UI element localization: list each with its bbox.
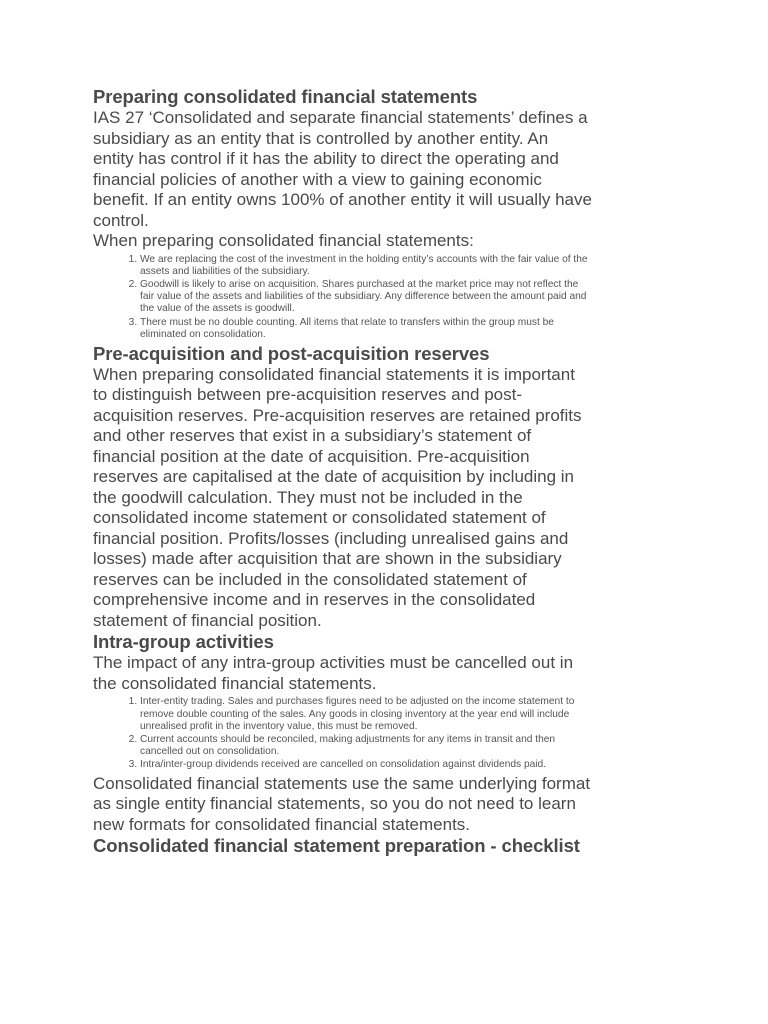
paragraph-same-format: Consolidated financial statements use the same underlying format as single entity financial statements, so you do not need to learn new formats for consolidated financial statements. [93,773,591,834]
heading-checklist: Consolidated financial statement preparation - checklist [93,835,580,857]
paragraph-when-preparing: When preparing consolidated financial statements: [93,231,474,250]
heading-intra-group: Intra-group activities [93,631,274,653]
list-preparation-points [93,254,593,341]
document-page [93,86,593,857]
heading-pre-post-acquisition: Pre-acquisition and post-acquisition reserves [93,342,490,364]
list-item: 2. Current accounts should be reconciled, making adjustments for any items in transit and then cancelled out on consolidation. [140,734,593,758]
paragraph-reserves: When preparing consolidated financial statements it is important to distinguish between pre-acquisition reserves and post-acquisition reserves. Pre-acquisition reserves are retained profits and other reserves that exist in a subsidiary’s statement of financial position at the date of acquisition. Pre-acquisition reserves are capitalised at the date of acquisition by including in the goodwill calculation. They must not be included in the consolidated income statement or consolidated statement of financial position. Profits/losses (including unrealised gains and losses) made after acquisition that are shown in the subsidiary reserves can be included in the consolidated statement of comprehensive income and in reserves in the consolidated statement of financial position. [93,364,582,630]
list-item: 3. There must be no double counting. All items that relate to transfers within the group must be eliminated on consolidation. [140,317,593,341]
paragraph-ias27-definition: IAS 27 ‘Consolidated and separate financial statements’ defines a subsidiary as an entity that is controlled by another entity. An entity has control if it has the ability to direct the operating and financial policies of another with a view to gaining economic benefit. If an entity owns 100% of another entity it will usually have control. [93,108,592,230]
paragraph-intra-group-impact: The impact of any intra-group activities must be cancelled out in the consolidated financial statements. [93,653,574,693]
list-item: 3. Intra/inter-group dividends received are cancelled on consolidation against dividends paid. [140,759,593,771]
list-item: 1. Inter-entity trading. Sales and purchases figures need to be adjusted on the income statement to remove double counting of the sales. Any goods in closing inventory at the year end will include unrealised profit in the inventory value, this must be removed. [140,696,593,733]
list-item: 1. We are replacing the cost of the investment in the holding entity’s accounts with the fair value of the assets and liabilities of the subsidiary. [140,254,593,278]
list-item: 2. Goodwill is likely to arise on acquisition. Shares purchased at the market price may not reflect the fair value of the assets and liabilities of the subsidiary. Any difference between the amount paid and the value of the assets is goodwill. [140,279,593,316]
list-intra-group-points [93,696,593,771]
heading-preparing-consolidated: Preparing consolidated financial statements [93,86,478,107]
